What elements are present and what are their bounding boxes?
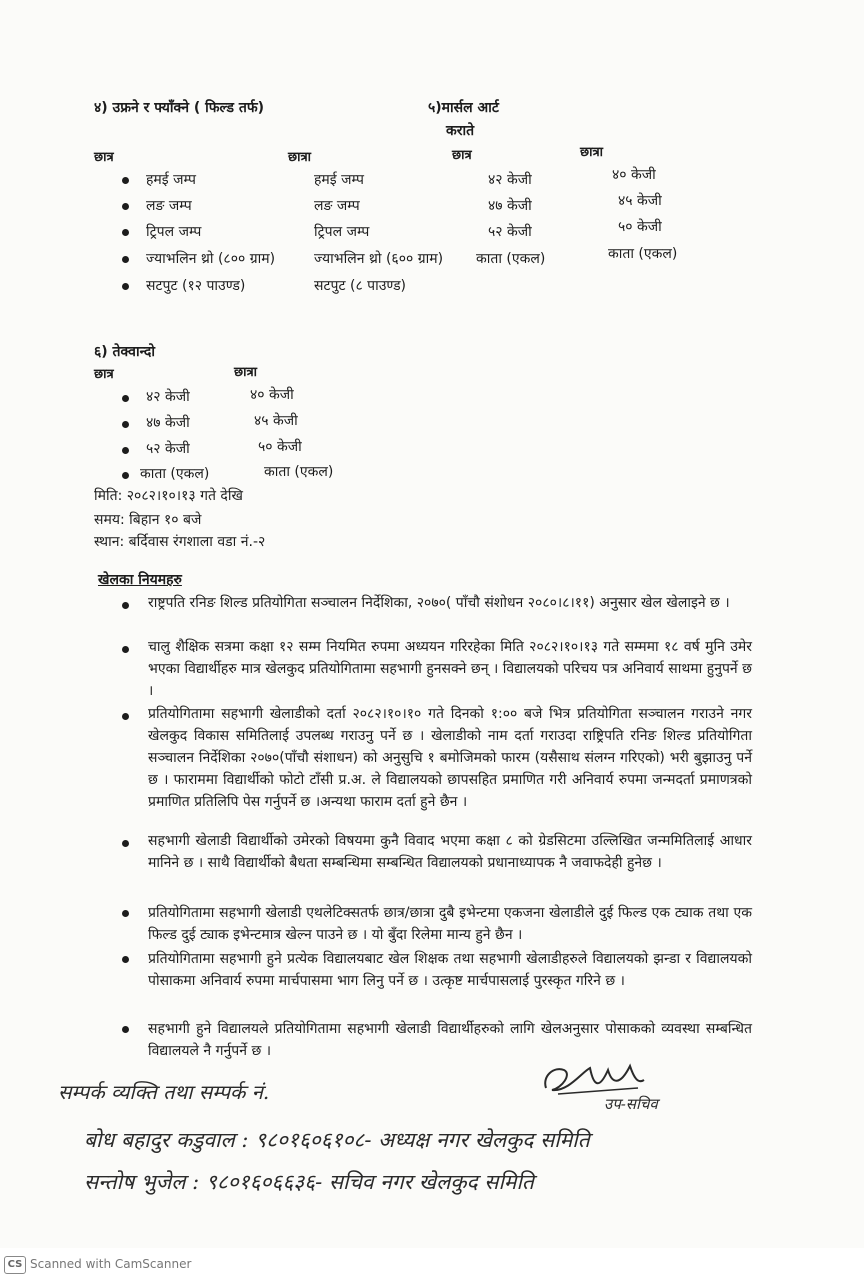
list-item: ५२ केजी <box>146 441 190 457</box>
rule-item: राष्ट्रपति रनिङ शिल्ड प्रतियोगिता सञ्चालन निर्देशिका, २०७०( पाँचौ संशोधन २०८०।८।११) अनुसार खेल खेलाइने छ । <box>148 595 730 611</box>
contact-heading: सम्पर्क व्यक्ति तथा सम्पर्क नं. <box>58 1080 270 1104</box>
bullet-icon <box>122 229 129 236</box>
list-item: लङ जम्प <box>314 198 360 214</box>
list-item: हमई जम्प <box>146 172 196 188</box>
bullet-icon <box>122 421 129 428</box>
list-item: ४५ केजी <box>254 413 298 429</box>
contact-line-president: बोध बहादुर कडुवाल : ९८०१६०६१०८- अध्यक्ष नगर खेलकुद समिति <box>84 1128 590 1152</box>
list-item: ट्रिपल जम्प <box>314 224 370 240</box>
list-item: काता (एकल) <box>140 466 210 482</box>
section5-subheading: कराते <box>446 123 475 139</box>
rule-item: चालु शैक्षिक सत्रमा कक्षा १२ सम्म नियमित रुपमा अध्ययन गरिरहेका मिति २०८२।१०।१३ गते सम्ममा १८ वर्ष मुनि उमेर भएका विद्यार्थीहरु मात्र खेलकुद प्रतियोगितामा सहभागी हुनसक्ने छन् । विद्यालयको परिचय पत्र अनिवार्य साथमा हुनुपर्ने छ । <box>148 639 752 699</box>
bullet-icon <box>122 1026 129 1033</box>
bullet-icon <box>122 177 129 184</box>
bullet-icon <box>122 956 129 963</box>
list-item: ४५ केजी <box>618 193 662 209</box>
list-item: ५० केजी <box>618 219 662 235</box>
contact-line-secretary: सन्तोष भुजेल : ९८०१६०६६३६- सचिव नगर खेलकुद समिति <box>84 1170 534 1194</box>
section4-col-girls: छात्रा <box>288 150 312 165</box>
list-item: ५० केजी <box>258 439 302 455</box>
list-item: ४७ केजी <box>488 198 532 214</box>
rules-heading: खेलका नियमहरु <box>98 572 182 588</box>
list-item: लङ जम्प <box>146 198 192 214</box>
list-item: ४७ केजी <box>146 415 190 431</box>
list-item: ४० केजी <box>612 167 656 183</box>
bullet-icon <box>122 910 129 917</box>
bullet-icon <box>122 472 129 479</box>
rule-item: प्रतियोगितामा सहभागी खेलाडीको दर्ता २०८२।१०।१० गते दिनको १:०० बजे भित्र प्रतियोगिता सञ्चालन गराउने नगर खेलकुद विकास समितिलाई उपलब्ध गराउनु पर्ने छ । खेलाडीको नाम दर्ता गराउदा राष्ट्रिपति रनिङ शिल्ड प्रतियोगिता सञ्चालन निर्देशिका २०७०(पाँचौ संशाधन) को अनुसुचि १ बमोजिमको फारम (यसैसाथ संलग्न गरिएको) भरी बुझाउनु पर्ने छ । फाराममा विद्यार्थीको फोटो टाँसी प्र.अ. ले विद्यालयको छापसहित प्रमाणित गरी अनिवार्य रुपमा जन्मदर्ता प्रमाणत्रको प्रमाणित प्रतिलिपि पेस गर्नुपर्ने छ ।अन्यथा फाराम दर्ता हुने छैन । <box>148 706 752 810</box>
event-place: स्थान: बर्दिवास रंगशाला वडा नं.-२ <box>94 534 266 550</box>
list-item: काता (एकल) <box>608 246 678 262</box>
list-item: ज्याभलिन थ्रो (८०० ग्राम) <box>146 251 276 267</box>
list-item: काता (एकल) <box>476 251 546 267</box>
camscanner-logo-icon: CS <box>4 1256 26 1274</box>
section4-heading: ४) उफ्रने र फ्याँक्ने ( फिल्ड तर्फ) <box>94 100 265 116</box>
list-item: सटपुट (१२ पाउण्ड) <box>146 278 246 294</box>
list-item: हमई जम्प <box>314 172 364 188</box>
bullet-icon <box>122 203 129 210</box>
rule-item: प्रतियोगितामा सहभागी हुने प्रत्येक विद्यालयबाट खेल शिक्षक तथा सहभागी खेलाडीहरुले विद्यालयको झन्डा र विद्यालयको पोसाकमा अनिवार्य रुपमा मार्चपासमा भाग लिनु पर्ने छ । उत्कृष्ट मार्चपासलाई पुरस्कृत गरिने छ । <box>148 951 752 989</box>
event-date: मिति: २०८२।१०।१३ गते देखि <box>94 488 243 504</box>
list-item: ज्याभलिन थ्रो (६०० ग्राम) <box>314 251 444 267</box>
list-item: ४२ केजी <box>488 172 532 188</box>
list-item: ५२ केजी <box>488 224 532 240</box>
section5-col-boys: छात्र <box>452 148 472 163</box>
camscanner-watermark: Scanned with CamScanner <box>30 1257 192 1271</box>
list-item: ट्रिपल जम्प <box>146 224 202 240</box>
section5-heading: ५)मार्सल आर्ट <box>428 100 499 116</box>
list-item: काता (एकल) <box>264 464 334 480</box>
bullet-icon <box>122 283 129 290</box>
section4-col-boys: छात्र <box>94 150 114 165</box>
list-item: ४० केजी <box>250 387 294 403</box>
section6-heading: ६) तेक्वान्दो <box>94 344 155 360</box>
event-time: समय: बिहान १० बजे <box>94 512 202 528</box>
rule-item: सहभागी खेलाडी विद्यार्थीको उमेरको विषयमा कुनै विवाद भएमा कक्षा ८ को ग्रेडसिटमा उल्लिखित जन्ममितिलाई आधार मानिने छ । साथै विद्यार्थीको बैधता सम्बन्धिमा सम्बन्धित विद्यालयको प्रधानाध्यापक नै जवाफदेही हुनेछ । <box>148 833 752 871</box>
rule-item: प्रतियोगितामा सहभागी खेलाडी एथलेटिक्सतर्फ छात्र/छात्रा दुबै इभेन्टमा एकजना खेलाडीले दुई फिल्ड एक ट्याक तथा एक फिल्ड दुई ट्याक इभेन्टमात्र खेल्न पाउने छ । यो बुँदा रिलेमा मान्य हुने छैन । <box>148 905 752 943</box>
bullet-icon <box>122 256 129 263</box>
bullet-icon <box>122 447 129 454</box>
signature-caption: उप-सचिव <box>604 1095 658 1113</box>
list-item: ४२ केजी <box>146 389 190 405</box>
bullet-icon <box>122 646 129 653</box>
section6-col-boys: छात्र <box>94 367 114 382</box>
bullet-icon <box>122 395 129 402</box>
section6-col-girls: छात्रा <box>234 365 258 380</box>
bullet-icon <box>122 840 129 847</box>
section5-col-girls: छात्रा <box>580 145 604 160</box>
rule-item: सहभागी हुने विद्यालयले प्रतियोगितामा सहभागी खेलाडी विद्यार्थीहरुको लागि खेलअनुसार पोसाकको व्यवस्था सम्बन्धित विद्यालयले नै गर्नुपर्ने छ । <box>148 1021 752 1059</box>
bullet-icon <box>122 713 129 720</box>
bullet-icon <box>122 602 129 609</box>
list-item: सटपुट (८ पाउण्ड) <box>314 278 407 294</box>
